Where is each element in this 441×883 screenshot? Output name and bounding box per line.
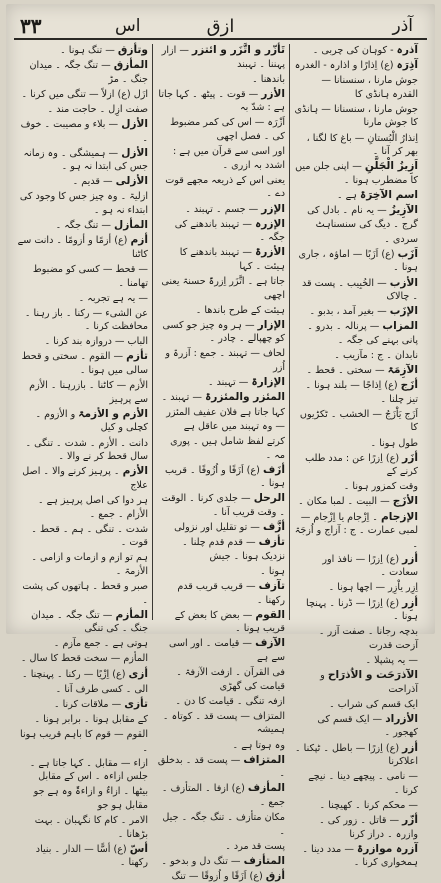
dictionary-entry [16, 44, 148, 58]
headword: أزَج [400, 379, 418, 392]
dictionary-entry [294, 654, 418, 668]
definition-text: باندھنا ۔ [252, 73, 285, 85]
definition-text: — یہ نام ۔ بادل کی گرج ۔ دیگ کی سنسناہٹ [307, 205, 418, 230]
headword: الإزرہ [255, 217, 285, 230]
headword: الآزِیزُ [389, 204, 418, 217]
headword: المتأزف [243, 854, 285, 867]
dictionary-entry [157, 782, 285, 809]
headword: المئزر والمئزرۃ [205, 391, 285, 404]
headword: أزر [402, 552, 418, 565]
dictionary-entry [16, 350, 148, 377]
headword: آزرہ موازرۃ [357, 842, 418, 855]
headword: الإزار [257, 318, 285, 331]
column-middle [157, 44, 285, 882]
dictionary-entry [16, 698, 148, 712]
dictionary-entry [157, 319, 285, 346]
headword: المزاب [382, 320, 418, 333]
dictionary-entry [157, 203, 285, 217]
definition-text: (ع) اِزرًا — نافذ اور سعادت ۔ [322, 553, 418, 579]
headword: القوم [255, 608, 285, 621]
dictionary-entry [16, 263, 148, 290]
headword: اَزَب [397, 247, 418, 260]
headword: آذرہ [396, 44, 418, 56]
dictionary-entry [294, 843, 418, 870]
dictionary-entry [294, 625, 418, 652]
dictionary-entry [294, 305, 418, 319]
dictionary-entry [294, 379, 418, 406]
dictionary-entry [16, 814, 148, 841]
definition-text: مکان متأزف ۔ تنگ جگہ ۔ جیل ۔ [162, 811, 285, 837]
definition-text: کرتے لفظ شامل ہیں ۔ پوری مہ ۔ [170, 436, 285, 461]
headword: أزَّف [262, 521, 285, 534]
definition-text: — یہ پشپلا ۔ [365, 654, 418, 666]
definition-text: الی ۔ کسی طرف آنا ۔ [55, 683, 148, 695]
dictionary-entry [157, 73, 285, 87]
definition-text: (ع) اَزَفًا و اُزُوفًا ۔ قریب ہونا ۔ [164, 464, 285, 490]
headword: أزَر [402, 451, 418, 464]
definition-text: شدت ۔ تنگی ۔ ہم ۔ قحط ۔ قوت ۔ [31, 523, 148, 549]
dictionary-entry [157, 580, 285, 607]
definition-text: بیٹھا ۔ ازاءٌ و ازاءۃٌ وہ ہے جو مقابل ہو جو [33, 786, 148, 811]
column-divider [289, 44, 290, 620]
definition-text: ازلیۃ ۔ وہ چیز جس کا وجود کی ابتداء نہ ہو ۔ [19, 191, 148, 217]
headword: تأزف [258, 536, 285, 549]
dictionary-entry [16, 379, 148, 406]
definition-text: وقت کمزور ہونا ۔ [343, 481, 418, 493]
definition-text: — جلدی کرنا ۔ الوقت ۔ وقت قریب آنا ۔ [161, 493, 285, 518]
definition-text: کے مقابل ہونا ۔ برابر ہونا ۔ [34, 713, 148, 725]
dictionary-entry [16, 147, 148, 174]
definition-text: اِنذارُ الْبُستانِ — باغ کا لگنا ، بھر کر آنا ۔ [306, 132, 418, 158]
definition-text: و آذراحت [320, 670, 418, 695]
definition-text: ۔ اِزْجام یا اِزْجام — لمبی عمارت ۔ ج : آزاج و اُزجَۃ ۔ [294, 511, 418, 550]
definition-text: — ہمیشگی ۔ وہ زمانہ جس کی ابتدا نہ ہو ۔ [23, 147, 148, 173]
headword: المأزم [115, 608, 148, 621]
definition-text: جوش مارنا ، سنسنانا — القدرہ ہانڈی کا [321, 75, 418, 100]
definition-text: — البیت ۔ لمبا مکان ۔ [298, 496, 390, 508]
dictionary-entry [16, 494, 148, 521]
dictionary-entry [294, 408, 418, 435]
definition-text: سردی ۔ [384, 233, 418, 245]
dictionary-entry [16, 465, 148, 492]
dictionary-entry [157, 275, 285, 302]
definition-text: ازاء — مقابل ۔ کہا جاتا ہے ۔ جلس ازاءہ ۔ اس کے مقابل [29, 757, 148, 783]
dictionary-entry [16, 292, 148, 306]
headword: الأزل [121, 117, 148, 130]
dictionary-entry [16, 103, 148, 117]
definition-text: نابدان ۔ ج : مآزیب ۔ [334, 349, 418, 361]
dictionary-entry [16, 88, 148, 102]
dictionary-entry [294, 103, 418, 130]
dictionary-entry [16, 234, 148, 261]
definition-text: — بلاء و مصیبت ۔ خوف ۔ [20, 118, 148, 144]
definition-text: فی القرآن ۔ ازفت الآزفۃ ۔ قیامت کی گھڑی [176, 667, 285, 692]
definition-text: پست قد مرد ۔ [225, 840, 285, 852]
dictionary-entry [157, 88, 285, 115]
headword: الإزر [261, 202, 285, 215]
definition-text: کہا جاتا ہے فلان عفیف المئزر — وہ تہبند میں عاقل ہے [166, 407, 285, 432]
dictionary-entry [157, 637, 285, 664]
definition-text: ازفہ تنگی ۔ قیامت کا دن ۔ [175, 695, 285, 707]
dictionary-entry [16, 219, 148, 233]
dictionary-entry [294, 160, 418, 187]
dictionary-entry [157, 44, 285, 71]
definition-text: — تہبند باندھنے کا ہیئت ۔ کہا [179, 247, 285, 272]
headword: أزق [265, 869, 285, 882]
headword: الأزلی [115, 175, 148, 188]
definition-text: — بغیر آمد ، بدبو ۔ [309, 306, 387, 318]
dictionary-entry [157, 218, 285, 245]
definition-text: ۔ پرہیز کرنے والا ۔ اصل علاج [22, 466, 148, 491]
definition-text: الباب — دروازہ بند کرنا ۔ [44, 336, 148, 348]
column-divider [152, 44, 153, 620]
dictionary-entry [157, 840, 285, 854]
dictionary-entry [294, 74, 418, 101]
headword: أزَف [262, 463, 285, 476]
definition-text: الامر ۔ کام کا نگہبان ۔ بہت بڑھانا ۔ [34, 814, 148, 840]
dictionary-entry [16, 683, 148, 697]
headword: تآزف [258, 579, 285, 592]
dictionary-entry [157, 376, 285, 390]
definition-text: — تنگ دل و بدخو ۔ [161, 855, 241, 867]
dictionary-entry [16, 757, 148, 784]
dictionary-entry [16, 580, 148, 607]
page-number: ۳۳ [20, 14, 42, 38]
dictionary-entry [16, 637, 148, 651]
definition-text: (ع) اِذاجًا — بلند ہونا ۔ تیز چلنا ۔ [305, 380, 418, 405]
dictionary-entry [294, 364, 418, 378]
definition-text: ازَل (ع) ازلاً — تنگی میں کرنا ۔ [21, 88, 148, 100]
dictionary-entry [157, 666, 285, 693]
definition-text: ہے ۔ [337, 189, 357, 201]
definition-text: دانت ۔ الأزم ۔ شدت ۔ تنگی ۔ سال قحط کر نے والا ۔ [25, 437, 148, 463]
dictionary-entry [294, 320, 418, 347]
definition-text: صفت ازِل ۔ حاجت مند ۔ [47, 103, 148, 115]
dictionary-entry [157, 246, 285, 273]
definition-text: المأزم — سخت قحط کا سال ۔ [20, 653, 148, 665]
definition-text: اَزَج یَاْزَجُ — الخشب ۔ ٹکڑیوں کا [299, 408, 418, 434]
definition-text: عن الشیء — رکنا ۔ باز رہنا ۔ محافظت کرنا ۔ [24, 307, 148, 333]
dictionary-entry [294, 814, 418, 841]
dictionary-entry [294, 581, 418, 595]
definition-text: — تہبند ۔ [161, 392, 202, 404]
dictionary-entry [294, 452, 418, 479]
headword: تأزی [124, 697, 148, 710]
headword: الرحل [253, 492, 285, 505]
dictionary-entry [157, 347, 285, 374]
dictionary-entry [294, 349, 418, 363]
definition-text: — تنگ جگہ ۔ [55, 220, 111, 232]
headword: المأزل [114, 219, 148, 232]
headword: الأزب [389, 276, 418, 289]
dictionary-entry [294, 277, 418, 304]
headword: وتأزق [117, 44, 148, 56]
headword: أسّ [129, 842, 148, 855]
column-right [294, 44, 418, 869]
headword: الأزر [261, 87, 285, 100]
dictionary-entry [16, 59, 148, 86]
definition-text: (ع) اِزرًا — باطل ۔ ٹپکنا ۔ اعلاکرنا [294, 742, 418, 768]
dictionary-entry [294, 132, 418, 159]
headword: المتزاف [243, 753, 285, 766]
dictionary-entry [294, 437, 418, 451]
definition-text: — تنگ جگہ ۔ میدان جنگ ۔ کی تنگی [31, 609, 148, 635]
dictionary-entry [294, 189, 418, 203]
headword: المأزق [113, 59, 148, 72]
headword: تأزم [126, 350, 148, 363]
definition-text: — محکم کرنا ۔ کھیچنا ۔ [319, 799, 418, 811]
headword: أزّر [402, 813, 418, 826]
definition-text: — پرنالہ ۔ بدرو ۔ پانی بہنے کی جگہ ۔ [307, 321, 418, 346]
definition-text: — تہبند باندھنے کی جگہ ۔ [174, 218, 285, 244]
dictionary-entry [16, 713, 148, 727]
definition-text: ایک قسم کی شراب ۔ [329, 698, 418, 710]
definition-text: ہیئت کے طرح باندھا ۔ [195, 304, 285, 316]
definition-text: — جسم ۔ تہبند ۔ [185, 203, 259, 215]
definition-text: — ازار پہننا ۔ تہبند [161, 45, 285, 70]
dictionary-entry [16, 728, 148, 755]
definition-text: اَزْرَہ — اس کی کمر مضبوط کی ۔ فصل اچھی [170, 117, 285, 143]
dictionary-entry [157, 870, 285, 883]
dictionary-entry [157, 739, 285, 753]
dictionary-entry [16, 437, 148, 464]
dictionary-entry [294, 233, 418, 247]
definition-text: صبر و قحط ۔ ہاتھوں کی پشت ۔ [22, 580, 148, 606]
dictionary-entry [157, 811, 285, 838]
headword: تَأزّر و اتَّزَر و ائتزر [192, 44, 285, 56]
headword: أزِر [402, 596, 418, 609]
dictionary-entry [16, 335, 148, 349]
headword: الآزف [255, 637, 285, 650]
definition-text: اِزِر یاْزِر — اچھا ہونا ۔ [328, 582, 418, 594]
dictionary-entry [16, 652, 148, 666]
definition-text: (ع) أزمًا و أزومًا ۔ دانت سے کاٹنا [17, 235, 148, 260]
dictionary-entry [157, 521, 285, 535]
dictionary-entry [16, 307, 148, 334]
definition-text: — تہبند ۔ [207, 377, 249, 389]
headword: المأزف [247, 782, 285, 795]
definition-text: — مدد دینا ۔ ہمخواری کرنا ۔ [302, 843, 418, 869]
dictionary-entry [157, 695, 285, 709]
dictionary-entry [16, 785, 148, 812]
dictionary-entry [157, 855, 285, 869]
definition-text: — یہ ہے تجربہ ۔ [78, 292, 148, 304]
dictionary-entry [294, 770, 418, 797]
definition-text: (ع) اَزَقًا و اُزوقًا — تنگ [171, 870, 263, 882]
definition-text: — ایک قسم کی کھجور ۔ [317, 713, 418, 739]
definition-text: ہونا ۔ [260, 565, 285, 577]
headword: الإزَب [389, 305, 418, 318]
dictionary-entry [157, 116, 285, 143]
dictionary-entry [16, 523, 148, 550]
definition-text: لحاف — تہبند ۔ جمع : آزرۃ و اُزر [165, 348, 285, 374]
definition-text: — تنگ جگہ ۔ میدان جنگ ۔ مڑ [29, 60, 148, 85]
definition-text: — سختی ۔ قحط ۔ [306, 365, 385, 377]
definition-text: جوش مارنا ، سنسنانا — ہانڈی کا جوش مارنا [294, 103, 418, 129]
dictionary-entry [157, 609, 285, 636]
dictionary-entry [157, 464, 285, 491]
dictionary-entry [157, 754, 285, 781]
definition-text: یعنی اس کے ذریعہ مجھے قوت دے ۔ [165, 174, 285, 200]
dictionary-entry [16, 190, 148, 217]
dictionary-entry [16, 551, 148, 578]
dictionary-entry [294, 495, 418, 509]
dictionary-entry [16, 408, 148, 435]
definition-text: — قاتل ۔ زور کی ۔ وازرہ ۔ دراز کرنا [319, 814, 418, 840]
definition-text: — قریب قریب قدم رکھنا ۔ [177, 580, 285, 606]
definition-text: — قدیم ۔ [72, 176, 113, 188]
dictionary-entry [157, 174, 285, 201]
definition-text: (ع) اِزرًا عن : مدد طلب کرنے کے [305, 452, 418, 478]
dictionary-entry [157, 710, 285, 737]
definition-text: و الأزوم ۔ کچلی و کیل [35, 408, 148, 434]
dictionary-entry [157, 406, 285, 433]
dictionary-entry [294, 742, 418, 769]
dictionary-entry [294, 713, 418, 740]
definition-text: — تو تقلیل اور نزولی [174, 522, 260, 534]
dictionary-entry [294, 248, 418, 275]
definition-text: اور اسی سے قرآن میں ہے : اشدد بہ ازری ۔ [173, 146, 285, 171]
headword: الأزرۃ [255, 246, 285, 259]
definition-text: المتزاف — پست قد ۔ کوتاہ ۔ ہمیشہ [162, 710, 285, 736]
dictionary-entry [294, 44, 418, 58]
definition-text: ہوتی ہے ۔ جمع مآزم ۔ [53, 638, 148, 650]
dictionary-entry [157, 304, 285, 318]
headword: الإزجام [381, 510, 418, 523]
definition-text: الأزم — کاٹنا ۔ بازرہنا ۔ الأزم سے پرہیز [29, 380, 148, 405]
definition-text: — اپنی جلن میں کا مضطرب ہونا ۔ [295, 161, 418, 186]
dictionary-entry [157, 145, 285, 172]
headword: الأزل [121, 146, 148, 159]
column-left [16, 44, 148, 869]
headword: الآذرَحَت و الاُذرَاح [327, 669, 418, 682]
headword: الآزِمَۃ [387, 364, 418, 377]
dictionary-entry [294, 799, 418, 813]
definition-text: (ع) اِذارًا و اذارہ - الغدرہ [294, 60, 394, 72]
headword: اسم الآخِرَۃ [360, 188, 418, 201]
definition-text: — تنگ ہونا ۔ [60, 45, 115, 56]
dictionary-entry [157, 492, 285, 519]
definition-text: — پست قد ۔ بدخلق ۔ [157, 754, 285, 780]
headword: الأزم و الأزمۃ [78, 407, 148, 420]
dictionary-entry [294, 511, 418, 552]
center-guide-word: ازق [206, 16, 235, 37]
definition-text: — قحط — کسی کو مضبوط تھامنا ۔ [32, 263, 148, 289]
definition-text: (ع) اِزْیًا — رکنا ۔ پہنچنا ۔ [22, 668, 126, 680]
definition-text: — نامی ۔ پیچھے دینا ۔ نیچے کرنا ۔ [308, 771, 418, 796]
definition-text: — ملاقات کرنا ۔ [53, 698, 122, 710]
definition-text: (ع) ازفا ۔ المتأزف ۔ جمع ۔ [161, 783, 285, 808]
headword: الأزم [122, 465, 148, 478]
dictionary-entry [16, 175, 148, 189]
dictionary-entry [294, 59, 418, 73]
definition-text: بدچہ رجانا ۔ صفت آزر ۔ آزحت قدرت [318, 626, 418, 651]
definition-text: — بعض کا بعض کے قریب ہونا ۔ [174, 609, 285, 635]
definition-text: طول ہونا ۔ [370, 437, 418, 449]
definition-text: (ع) اِزرًا — ڈرنا ۔ پہنچا ہونا ۔ [306, 597, 418, 623]
headword: أزی [128, 667, 148, 680]
definition-text: جاتا ہے ۔ اتَّزَر اِزرۃً حسنۃ یعنی اچھی [161, 276, 285, 301]
left-guide-word: اس [115, 16, 141, 36]
definition-text: — القوم ۔ سختی و قحط سالی میں ہونا ۔ [21, 351, 148, 377]
dictionary-entry [294, 553, 418, 580]
definition-text: — الخُبِیب ۔ پست قد ۔ چالاک [301, 277, 418, 303]
dictionary-entry [294, 480, 418, 494]
dictionary-entry [294, 597, 418, 624]
headword: اَزِیزُ الْجَلَّنِ [364, 160, 418, 173]
dictionary-entry [157, 536, 285, 563]
definition-text: - کوہان کی چربی ۔ [312, 45, 394, 56]
headword: الإزارۃ [251, 376, 285, 389]
headword: أزر [402, 741, 418, 754]
definition-text: — قیامت ۔ اور اسی سے ہے [168, 638, 285, 663]
definition-text: — قدم قدم چلنا ۔ نزدیک ہونا ۔ جیش [182, 537, 285, 562]
dictionary-entry [16, 668, 148, 682]
headword: الأزَج [392, 495, 418, 508]
dictionary-entry [294, 669, 418, 696]
dictionary-entry [16, 118, 148, 145]
dictionary-entry [157, 565, 285, 579]
dictionary-entry [157, 435, 285, 462]
headword: أزم [130, 234, 148, 247]
headword: آذِرَہ [396, 59, 418, 72]
headword: الأزراد [385, 712, 418, 725]
dictionary-entry [294, 698, 418, 712]
dictionary-entry [294, 204, 418, 231]
dictionary-entry [16, 609, 148, 636]
definition-text: القوم — قوم کا باہم قریب ہونا ۔ [20, 728, 148, 754]
definition-text: وہ ہوتا ہے ۔ [232, 739, 285, 751]
right-guide-word: آذر [392, 16, 413, 36]
definition-text: ہر دوا کی اصل پرہیز ہے ۔ الأزام ۔ جمع ۔ [37, 494, 148, 520]
header-rule [14, 38, 427, 40]
dictionary-entry [157, 391, 285, 405]
dictionary-entry [16, 843, 148, 870]
definition-text: — قوت ۔ پیٹھ ۔ کہا جاتا ہے : شدّ بہ [158, 88, 285, 114]
definition-text: (ع) اَزَبًا — اماؤہ ، جاری ہونا ۔ [298, 248, 418, 274]
definition-text: ہم تو ازم و ازمات و ازامی ۔ الأزمۃ ۔ [31, 552, 148, 577]
definition-text: — ہر وہ چیز جو کسی کو چھپالے ۔ چادر ۔ [162, 319, 285, 345]
definition-text: (ع) أسًّا — الدار ۔ بنیاد رکھنا ۔ [35, 843, 148, 869]
